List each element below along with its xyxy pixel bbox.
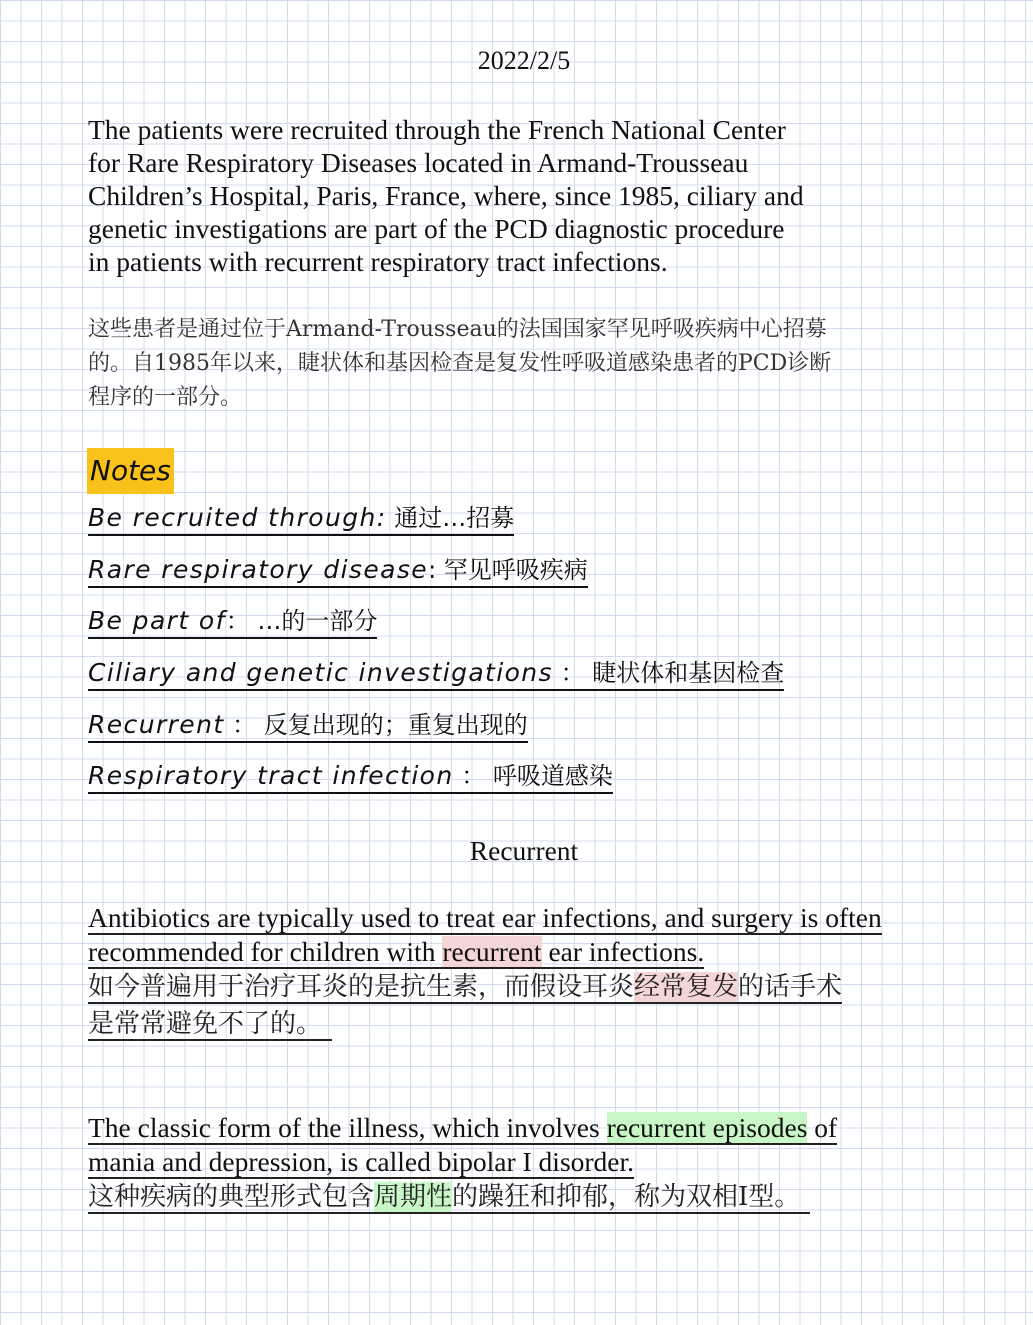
example-en-text: recommended for children with [88,936,443,967]
note-item [88,760,613,794]
note-term: Be recruited through: [88,503,387,532]
note-item [88,554,588,588]
note-term: Be part of [88,606,226,635]
date-heading: 2022/2/5 [477,46,571,75]
note-term: Respiratory tract infection [88,761,454,790]
vocab-heading: Recurrent [469,835,579,866]
example-en-text: ear infections. [541,936,705,967]
english-line: in patients with recurrent respiratory tract infections. [88,246,668,277]
note-definition: 通过…招募 [386,504,515,532]
note-definition: ： 呼吸道感染 [453,762,613,790]
example-zh-text: 的话手术 [738,972,843,1002]
english-line: Children’s Hospital, Paris, France, where, since 1985, ciliary and [88,180,804,211]
example-en-line: Antibiotics are typically used to treat ear infections, and surgery is often [88,902,882,933]
highlight-word: recurrent episodes [606,1112,808,1143]
example-en-text: of [807,1112,838,1143]
note-item [88,605,377,639]
english-line: for Rare Respiratory Diseases located in Armand-Trousseau [88,147,749,178]
example-sentence-1 [88,901,968,1043]
highlight-word: 周期性 [374,1182,453,1212]
notes-title: Notes [87,448,174,494]
english-line: The patients were recruited through the French National Center [88,114,786,145]
example-en-text: The classic form of the illness, which involves [88,1112,607,1143]
chinese-paragraph [88,313,988,415]
highlight-word: recurrent [442,936,542,967]
note-item [88,709,528,743]
highlight-word: 经常复发 [634,972,739,1002]
example-zh-line: 是常常避免不了的。 [88,1009,332,1041]
example-en-line: mania and depression, is called bipolar I disorder. [88,1146,635,1177]
note-definition: ： 睫状体和基因检查 [552,659,785,687]
note-definition: : 罕见呼吸疾病 [428,556,588,584]
note-definition: ： 反复出现的；重复出现的 [224,711,528,739]
chinese-line: 这些患者是通过位于Armand-Trousseau的法国国家罕见呼吸疾病中心招募 [88,317,827,342]
note-definition: ： …的一部分 [225,607,378,635]
note-term: Recurrent [88,710,225,739]
note-item [88,502,514,536]
note-term: Ciliary and genetic investigations [88,658,553,687]
note-term: Rare respiratory disease [88,555,429,584]
english-line: genetic investigations are part of the PCD diagnostic procedure [88,213,785,244]
example-zh-text: 如今普遍用于治疗耳炎的是抗生素，而假设耳炎 [88,972,635,1002]
note-item [88,657,784,691]
example-zh-text: 这种疾病的典型形式包含 [88,1182,375,1212]
chinese-line: 程序的一部分。 [88,385,243,410]
chinese-line: 的。自1985年以来，睫状体和基因检查是复发性呼吸道感染患者的PCD诊断 [88,351,832,376]
example-zh-text: 的躁狂和抑郁，称为双相I型。 [452,1182,801,1212]
example-sentence-2 [88,1111,968,1216]
english-paragraph [88,113,968,278]
